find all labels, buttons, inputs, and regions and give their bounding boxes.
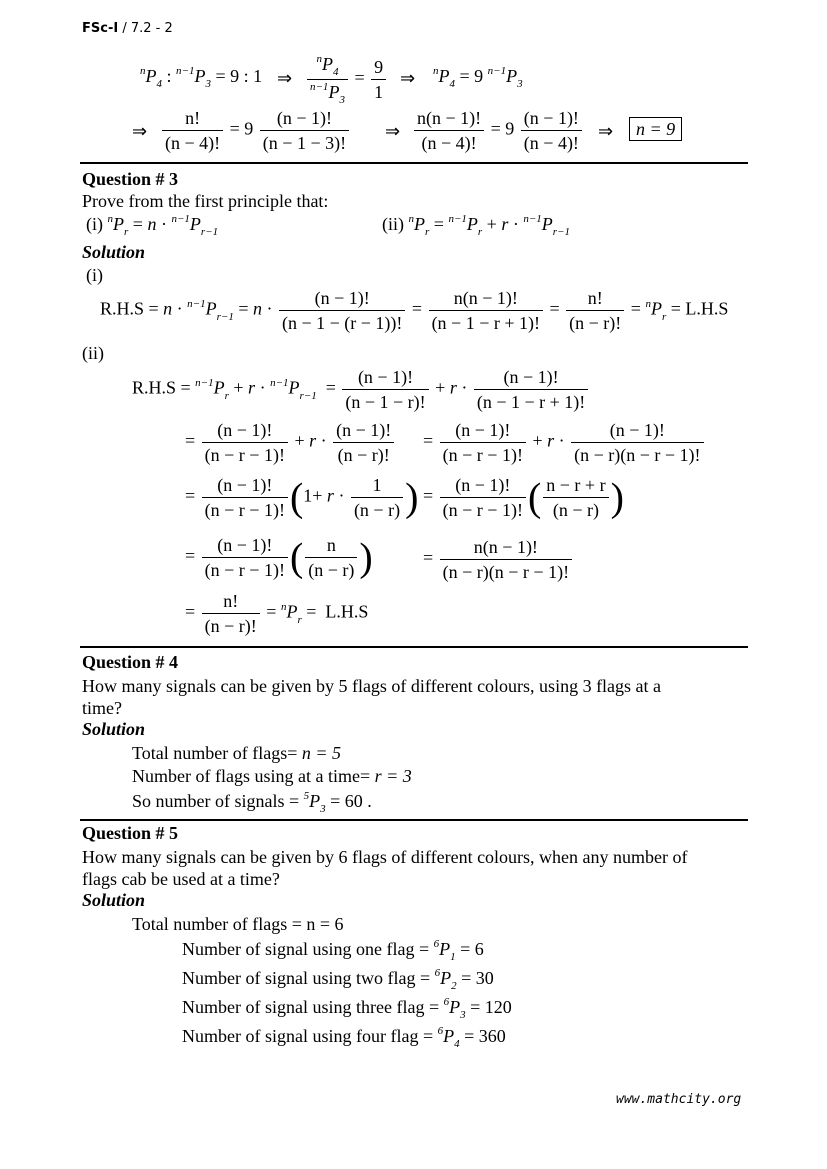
solution-heading: Solution <box>82 242 146 262</box>
rhs-label: R.H.S <box>132 377 177 398</box>
fraction-numerator: n(n − 1)! <box>414 106 484 131</box>
ratio-equation: $^nP_4$ : $^{n-1}P_3 = 9$ : 1 <box>140 65 263 90</box>
fraction-numerator: (n − 1)! <box>202 533 288 558</box>
q5-one-flag-line: Number of signal using one flag = $^6P_1 = 6$ <box>182 938 484 963</box>
part-i-proof: $R.H.S = n \cdot ^{n-1}P_{r-1} = n$ · $\frac{(n - 1)!}{(n - 1 - (r - 1))!}$ = $\frac{n(n - 1)!}{(n - 1 - r + 1)!}$ = $\frac{n!}{(n - r)!}$ = $^nP_r = L.H.S$ <box>100 288 729 333</box>
answer-box <box>629 119 682 140</box>
fraction-denominator: (n − 4)! <box>421 133 477 153</box>
q4-number-of-signals: So number of signals = $^5P_3 = 60$ . <box>132 790 372 815</box>
question-3-prompt: Prove from the first principle that: <box>82 191 329 211</box>
fraction-denominator: (n − 1 − (r − 1))! <box>281 313 403 333</box>
fraction-denominator: (n − r)! <box>569 313 622 333</box>
factorial-equation-2 <box>412 106 584 155</box>
implies-arrow: ⇒ <box>598 121 614 142</box>
fraction-numerator: n(n − 1)! <box>440 535 572 560</box>
implies-arrow: ⇒ <box>132 121 148 142</box>
question-4-text-line-1: How many signals can be given by 5 flags of different colours, using 3 flags at a <box>82 676 662 696</box>
line-label: Number of signal using three flag = <box>182 997 440 1017</box>
solution-heading: Solution <box>82 719 146 739</box>
answer-value: n = 9 <box>629 117 682 141</box>
line-subscript: 4 <box>454 1038 460 1050</box>
question-5-text-line-2: flags cab be used at a time? <box>82 869 280 889</box>
line-value: = 360 <box>464 1026 506 1046</box>
q5-two-flag-line: Number of signal using two flag = $^6P_2 = 30$ <box>182 967 494 992</box>
part-i-label: (i) <box>86 265 103 285</box>
fraction-denominator: (n − 1 − r + 1)! <box>431 313 540 333</box>
q4-total-flags: Total number of flags= n = 5 <box>132 743 342 763</box>
fraction-denominator: (n − r − 1)! <box>204 445 285 465</box>
fraction-denominator: (n − 4)! <box>523 133 579 153</box>
line-value: = 60 . <box>330 791 372 811</box>
lhs-label: L.H.S <box>325 601 369 622</box>
part-ii-step-2a: = $\frac{(n - 1)!}{(n - r - 1)!}$ + r · $\frac{(n - 1)!}{(n - r)!}$ <box>185 418 396 467</box>
fraction-denominator: (n − 1 − 3)! <box>262 133 347 153</box>
fraction-numerator: 9 <box>371 55 386 80</box>
part-ii-step-4a: = $\frac{(n - 1)!}{(n - r - 1)!}$ ( $\frac{n}{(n - r)}$ ) <box>185 534 373 580</box>
question-4-text-line-2: time? <box>82 698 122 718</box>
part-ii-step-5: = $\frac{n!}{(n - r)!}$ = $^nP_r = L.H.S$ <box>185 591 369 636</box>
equals-sign: = <box>354 67 365 88</box>
fraction-numerator: (n − 1)! <box>202 473 288 498</box>
fraction-numerator: (n − 1)! <box>342 365 428 390</box>
fraction-denominator: (n − r − 1)! <box>442 445 523 465</box>
implies-arrow: ⇒ <box>277 68 293 89</box>
fraction-numerator: (n − 1)! <box>260 106 349 131</box>
page-header <box>82 21 173 36</box>
factorial-equation-1 <box>160 106 351 155</box>
part-label: (ii) <box>382 214 404 234</box>
header-page-ref: / 7.2 - 2 <box>118 21 173 36</box>
fraction-numerator: (n − 1)! <box>440 418 526 443</box>
part-ii-label: (ii) <box>82 343 104 363</box>
line-value: r = 3 <box>374 766 412 786</box>
q5-total-flags: Total number of flags = n = 6 <box>132 914 344 934</box>
fraction-numerator: (n − 1)! <box>333 418 394 443</box>
question-5-title: Question # 5 <box>82 823 179 843</box>
fraction-denominator: (n − 4)! <box>165 133 221 153</box>
q4-flags-at-a-time: Number of flags using at a time= r = 3 <box>132 766 412 786</box>
fraction-numerator: (n − 1)! <box>521 106 582 131</box>
fraction-numerator: 1 <box>351 473 403 498</box>
lhs-label: L.H.S <box>685 298 729 319</box>
implies-arrow: ⇒ <box>400 68 416 89</box>
fraction-denominator: (n − r)! <box>204 616 257 636</box>
fraction-denominator: (n − 1 − r)! <box>345 392 426 412</box>
line-label: Total number of flags <box>132 743 288 763</box>
equals-nine: = 9 <box>490 118 515 139</box>
footer-website[interactable]: www.mathcity.org <box>616 1092 742 1107</box>
line-value: = 30 <box>461 968 494 988</box>
implies-arrow: ⇒ <box>385 121 401 142</box>
question-5-text-line-1: How many signals can be given by 6 flags of different colours, when any number of <box>82 847 688 867</box>
fraction-denominator: (n − r)(n − r − 1)! <box>574 445 701 465</box>
part-ii-step-3a: = $\frac{(n - 1)!}{(n - r - 1)!}$ (1+ r · $\frac{1}{(n - r)}$ ) <box>185 474 419 520</box>
fraction-numerator: n! <box>566 286 624 311</box>
line-value: = 6 <box>460 939 484 959</box>
fraction-numerator: n − r + r <box>543 473 608 498</box>
fraction-denominator: (n − 1 − r + 1)! <box>476 392 586 412</box>
fraction-numerator: (n − 1)! <box>202 418 288 443</box>
line-label: Number of signal using one flag = <box>182 939 430 959</box>
section-divider <box>80 162 748 164</box>
part-ii-step-2b: = $\frac{(n - 1)!}{(n - r - 1)!}$ + r · $\frac{(n - 1)!}{(n - r)(n - r - 1)!}$ <box>423 418 706 467</box>
header-code: FSc-I <box>82 21 119 36</box>
ratio-value: = 9 : 1 <box>215 66 263 86</box>
section-divider <box>80 646 748 648</box>
line-value: n = 5 <box>301 743 342 763</box>
fraction-denominator: 1 <box>374 82 384 102</box>
fraction-numerator: (n − 1)! <box>571 418 703 443</box>
fraction-numerator: n! <box>202 589 260 614</box>
fraction-denominator: (n − r)(n − r − 1)! <box>442 562 570 582</box>
section-divider <box>80 819 748 821</box>
fraction-denominator: (n − r) <box>552 500 599 520</box>
fraction-numerator: n! <box>162 106 223 131</box>
part-ii-step-3b: = $\frac{(n - 1)!}{(n - r - 1)!}$ ( $\frac{n - r + r}{(n - r)}$ ) <box>423 474 624 520</box>
fraction-denominator: (n − r − 1)! <box>204 560 285 580</box>
line-label: Number of signal using two flag = <box>182 968 431 988</box>
fraction-numerator: n <box>305 533 357 558</box>
part-label: (i) <box>86 214 103 234</box>
line-subscript: 1 <box>450 951 456 963</box>
question-3-title: Question # 3 <box>82 169 179 189</box>
part-ii-step-1: $R.H.S = ^{n-1}P_r + r \cdot ^{n-1}P_{r-1}$ = $\frac{(n - 1)!}{(n - 1 - r)!}$ + r · $\frac{(n - 1)!}{(n - 1 - r + 1)!}$ <box>132 365 590 414</box>
line-subscript: 3 <box>460 1009 466 1021</box>
fraction-denominator: (n − r)! <box>337 445 390 465</box>
fraction-denominator: (n − r) <box>353 500 401 520</box>
fraction-numerator: (n − 1)! <box>440 473 526 498</box>
line-subscript: 2 <box>451 980 457 992</box>
line-label: Number of flags using at a time <box>132 766 360 786</box>
q5-four-flag-line: Number of signal using four flag = $^6P_4 = 360$ <box>182 1025 506 1050</box>
question-4-title: Question # 4 <box>82 652 179 672</box>
fraction-numerator: (n − 1)! <box>279 286 405 311</box>
fraction-numerator: n(n − 1)! <box>429 286 543 311</box>
line-label: So number of signals = <box>132 791 300 811</box>
fraction-denominator: (n − r − 1)! <box>442 500 523 520</box>
part-ii-step-4b: = $\frac{n(n - 1)!}{(n - r)(n - r - 1)!}$ <box>423 535 574 584</box>
fraction-denominator: (n − r − 1)! <box>204 500 285 520</box>
rhs-label: R.H.S <box>100 298 145 319</box>
equals-nine: = 9 <box>229 118 254 139</box>
equals-nine: = 9 <box>459 66 484 86</box>
permutation-relation: $^nP_4 = 9$ $^{n-1}P_3$ <box>433 65 523 90</box>
q5-three-flag-line: Number of signal using three flag = $^6P_3 = 120$ <box>182 996 512 1021</box>
ratio-fraction: $\frac{^nP_4}{^{n-1}P_3}$ = $\frac{9}{1}$ <box>305 52 388 107</box>
question-3-part-ii: (ii) $^nP_r = ^{n-1}P_r + r \cdot ^{n-1}P_{r-1}$ <box>382 213 570 238</box>
fraction-denominator: (n − r) <box>308 560 355 580</box>
line-value: = 120 <box>470 997 512 1017</box>
solution-heading: Solution <box>82 890 146 910</box>
fraction-numerator: (n − 1)! <box>474 365 588 390</box>
question-3-part-i: (i) $^nP_r = n \cdot ^{n-1}P_{r-1}$ <box>86 213 219 238</box>
line-label: Number of signal using four flag = <box>182 1026 434 1046</box>
